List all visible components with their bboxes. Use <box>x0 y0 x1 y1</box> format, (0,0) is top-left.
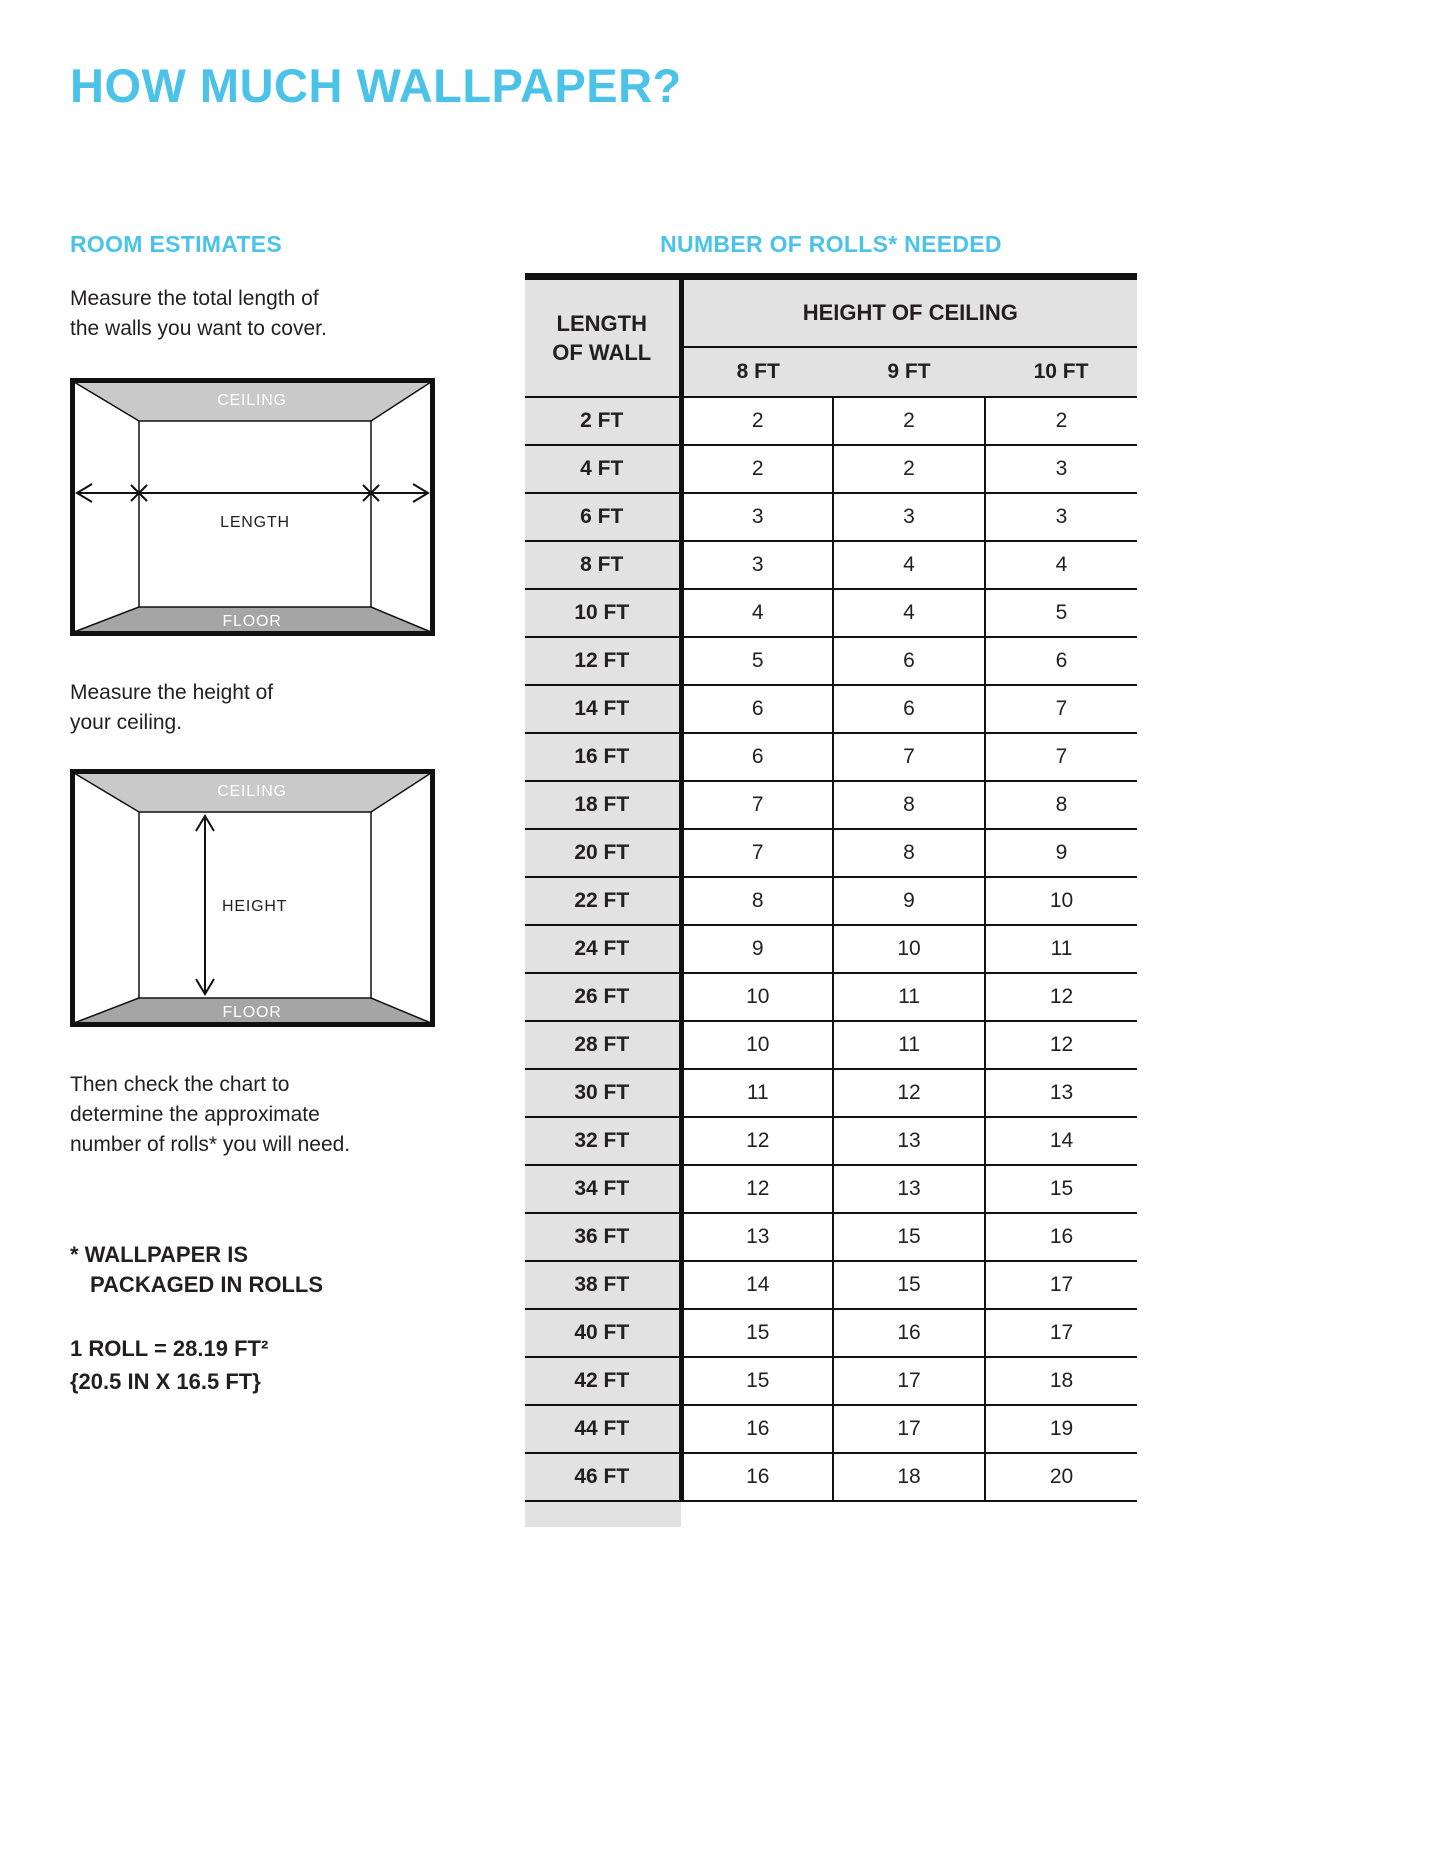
roll-size-line1: 1 ROLL = 28.19 FT² <box>70 1336 269 1361</box>
wall-length-cell: 6 FT <box>525 493 681 541</box>
wall-length-cell: 46 FT <box>525 1453 681 1501</box>
rolls-count-cell: 16 <box>833 1309 985 1357</box>
rolls-count-cell: 8 <box>681 877 833 925</box>
rolls-footnote <box>70 1240 435 1300</box>
rolls-count-cell: 15 <box>833 1261 985 1309</box>
ceiling-10ft-header: 10 FT <box>985 347 1137 397</box>
cap-spacer <box>681 1501 1137 1527</box>
wall-length-cell: 40 FT <box>525 1309 681 1357</box>
room-estimates-heading: ROOM ESTIMATES <box>70 231 283 257</box>
rolls-count-cell: 2 <box>833 445 985 493</box>
length-header-line2: OF WALL <box>552 339 652 365</box>
roll-size-info <box>70 1332 435 1398</box>
wall-length-cell: 20 FT <box>525 829 681 877</box>
rolls-table-heading: NUMBER OF ROLLS* NEEDED <box>660 231 1002 257</box>
ceiling-label: CEILING <box>217 392 287 409</box>
rolls-count-cell: 17 <box>985 1309 1137 1357</box>
rolls-count-cell: 7 <box>681 781 833 829</box>
rolls-count-cell: 18 <box>985 1357 1137 1405</box>
rolls-count-cell: 7 <box>985 733 1137 781</box>
rolls-count-cell: 2 <box>681 445 833 493</box>
rolls-count-cell: 7 <box>833 733 985 781</box>
rolls-count-cell: 13 <box>985 1069 1137 1117</box>
rolls-count-cell: 12 <box>681 1165 833 1213</box>
rolls-count-cell: 7 <box>681 829 833 877</box>
wall-length-cell: 4 FT <box>525 445 681 493</box>
step1-line2: the walls you want to cover. <box>70 317 327 340</box>
rolls-needed-section <box>525 231 1137 1527</box>
wall-length-cell: 24 FT <box>525 925 681 973</box>
rolls-count-cell: 19 <box>985 1405 1137 1453</box>
ceiling-9ft-header: 9 FT <box>833 347 985 397</box>
ceiling-8ft-header: 8 FT <box>681 347 833 397</box>
rolls-count-cell: 11 <box>833 973 985 1021</box>
wall-length-cell: 38 FT <box>525 1261 681 1309</box>
length-header-line1: LENGTH <box>556 310 647 336</box>
rolls-count-cell: 18 <box>833 1453 985 1501</box>
rolls-count-cell: 15 <box>985 1165 1137 1213</box>
room-length-diagram <box>70 378 435 636</box>
rolls-table-row <box>525 541 1137 589</box>
wall-length-cell: 16 FT <box>525 733 681 781</box>
footnote-line2: PACKAGED IN ROLLS <box>90 1272 324 1297</box>
step2-line2: your ceiling. <box>70 711 183 734</box>
header-row-1 <box>525 277 1137 347</box>
rolls-count-cell: 8 <box>833 781 985 829</box>
height-of-ceiling-header: HEIGHT OF CEILING <box>681 277 1137 347</box>
rolls-count-cell: 4 <box>681 589 833 637</box>
rolls-table-row <box>525 1357 1137 1405</box>
wall-length-cell: 42 FT <box>525 1357 681 1405</box>
step3-line2: determine the approximate <box>70 1103 320 1126</box>
rolls-table-row <box>525 1021 1137 1069</box>
rolls-count-cell: 10 <box>985 877 1137 925</box>
rolls-count-cell: 2 <box>985 397 1137 445</box>
rolls-count-cell: 6 <box>681 685 833 733</box>
wall-length-cell: 26 FT <box>525 973 681 1021</box>
rolls-count-cell: 6 <box>985 637 1137 685</box>
wall-length-cell: 30 FT <box>525 1069 681 1117</box>
length-label: LENGTH <box>220 514 290 531</box>
height-label: HEIGHT <box>222 898 288 915</box>
wall-length-cell: 8 FT <box>525 541 681 589</box>
wall-length-cell: 22 FT <box>525 877 681 925</box>
wall-length-cell: 28 FT <box>525 1021 681 1069</box>
rolls-table-row <box>525 733 1137 781</box>
rolls-count-cell: 14 <box>985 1117 1137 1165</box>
rolls-count-cell: 11 <box>681 1069 833 1117</box>
step1-line1: Measure the total length of <box>70 287 319 310</box>
rolls-table-row <box>525 1117 1137 1165</box>
wall-length-cell: 44 FT <box>525 1405 681 1453</box>
rolls-table-row <box>525 1405 1137 1453</box>
floor-label: FLOOR <box>222 1004 282 1021</box>
rolls-count-cell: 2 <box>681 397 833 445</box>
room-walls <box>73 381 433 634</box>
step2-text <box>70 678 435 738</box>
wall-length-cell: 34 FT <box>525 1165 681 1213</box>
content-columns <box>70 231 1445 1527</box>
length-of-wall-header <box>525 277 681 397</box>
rolls-count-cell: 16 <box>681 1405 833 1453</box>
rolls-count-cell: 15 <box>681 1309 833 1357</box>
rolls-count-cell: 12 <box>681 1117 833 1165</box>
rolls-count-cell: 13 <box>833 1165 985 1213</box>
rolls-count-cell: 5 <box>681 637 833 685</box>
rolls-count-cell: 5 <box>985 589 1137 637</box>
rolls-table-row <box>525 973 1137 1021</box>
rolls-count-cell: 10 <box>681 973 833 1021</box>
rolls-count-cell: 3 <box>681 493 833 541</box>
step3-line1: Then check the chart to <box>70 1073 290 1096</box>
rolls-count-cell: 14 <box>681 1261 833 1309</box>
rolls-count-cell: 11 <box>985 925 1137 973</box>
rolls-count-cell: 17 <box>833 1357 985 1405</box>
rolls-count-cell: 6 <box>833 637 985 685</box>
rolls-count-cell: 13 <box>833 1117 985 1165</box>
rolls-count-cell: 3 <box>985 493 1137 541</box>
rolls-count-cell: 8 <box>985 781 1137 829</box>
rolls-table-row <box>525 685 1137 733</box>
rolls-table <box>525 273 1137 1527</box>
rolls-count-cell: 3 <box>985 445 1137 493</box>
rolls-count-cell: 17 <box>833 1405 985 1453</box>
rolls-table-row <box>525 877 1137 925</box>
length-column-cap <box>525 1501 681 1527</box>
wall-length-cell: 32 FT <box>525 1117 681 1165</box>
rolls-count-cell: 10 <box>681 1021 833 1069</box>
footnote-line1: * WALLPAPER IS <box>70 1242 249 1267</box>
rolls-table-row <box>525 925 1137 973</box>
rolls-count-cell: 20 <box>985 1453 1137 1501</box>
wall-length-cell: 14 FT <box>525 685 681 733</box>
rolls-count-cell: 6 <box>833 685 985 733</box>
step3-line3: number of rolls* you will need. <box>70 1133 351 1156</box>
rolls-count-cell: 12 <box>985 973 1137 1021</box>
rolls-table-row <box>525 1453 1137 1501</box>
rolls-table-row <box>525 1069 1137 1117</box>
rolls-table-body <box>525 397 1137 1527</box>
rolls-table-row <box>525 637 1137 685</box>
rolls-count-cell: 12 <box>833 1069 985 1117</box>
rolls-table-row <box>525 397 1137 445</box>
floor-label: FLOOR <box>222 613 282 630</box>
rolls-count-cell: 2 <box>833 397 985 445</box>
rolls-count-cell: 6 <box>681 733 833 781</box>
wall-length-cell: 36 FT <box>525 1213 681 1261</box>
rolls-count-cell: 15 <box>681 1357 833 1405</box>
rolls-table-row <box>525 589 1137 637</box>
wall-length-cell: 10 FT <box>525 589 681 637</box>
rolls-count-cell: 8 <box>833 829 985 877</box>
rolls-count-cell: 7 <box>985 685 1137 733</box>
rolls-count-cell: 16 <box>681 1453 833 1501</box>
rolls-count-cell: 4 <box>985 541 1137 589</box>
rolls-count-cell: 9 <box>985 829 1137 877</box>
step1-text <box>70 284 435 344</box>
rolls-count-cell: 10 <box>833 925 985 973</box>
rolls-count-cell: 9 <box>833 877 985 925</box>
rolls-table-row <box>525 781 1137 829</box>
rolls-table-row <box>525 1309 1137 1357</box>
wall-length-cell: 12 FT <box>525 637 681 685</box>
rolls-count-cell: 13 <box>681 1213 833 1261</box>
rolls-count-cell: 3 <box>833 493 985 541</box>
rolls-count-cell: 16 <box>985 1213 1137 1261</box>
ceiling-label: CEILING <box>217 783 287 800</box>
rolls-table-row <box>525 1165 1137 1213</box>
rolls-table-row <box>525 1261 1137 1309</box>
rolls-count-cell: 3 <box>681 541 833 589</box>
table-bottom-cap-row <box>525 1501 1137 1527</box>
room-estimates-section <box>70 231 435 1398</box>
step2-line1: Measure the height of <box>70 681 274 704</box>
rolls-table-row <box>525 1213 1137 1261</box>
roll-size-line2: {20.5 IN X 16.5 FT} <box>70 1369 261 1394</box>
wall-length-cell: 2 FT <box>525 397 681 445</box>
rolls-table-row <box>525 493 1137 541</box>
step3-text <box>70 1070 435 1160</box>
rolls-count-cell: 9 <box>681 925 833 973</box>
rolls-table-row <box>525 445 1137 493</box>
page-title: HOW MUCH WALLPAPER? <box>70 59 682 112</box>
rolls-count-cell: 4 <box>833 541 985 589</box>
rolls-count-cell: 4 <box>833 589 985 637</box>
rolls-count-cell: 12 <box>985 1021 1137 1069</box>
rolls-table-header <box>525 277 1137 397</box>
rolls-count-cell: 17 <box>985 1261 1137 1309</box>
rolls-count-cell: 15 <box>833 1213 985 1261</box>
room-height-diagram <box>70 769 435 1027</box>
rolls-table-row <box>525 829 1137 877</box>
wall-length-cell: 18 FT <box>525 781 681 829</box>
rolls-count-cell: 11 <box>833 1021 985 1069</box>
